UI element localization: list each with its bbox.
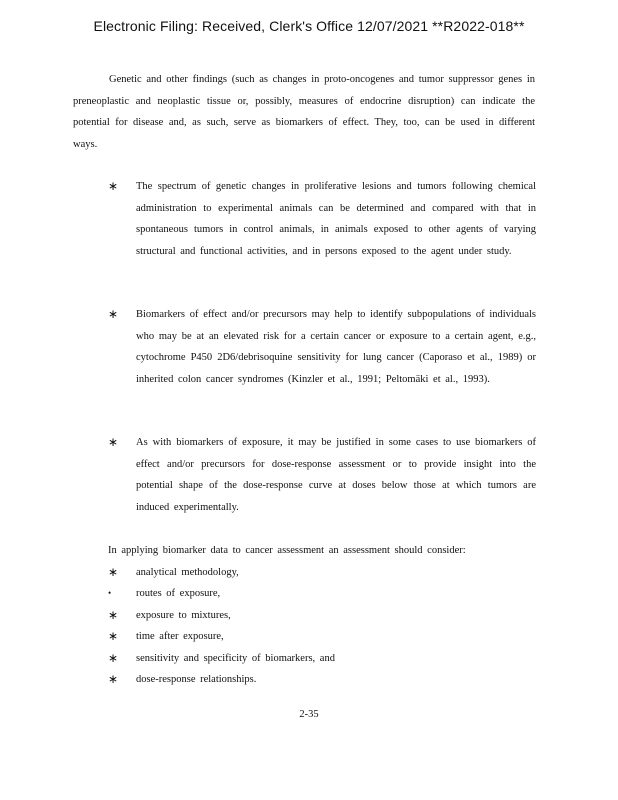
dot-bullet-icon: • — [108, 588, 112, 598]
asterisk-bullet-icon: ∗ — [108, 435, 119, 449]
asterisk-bullet-icon: ∗ — [108, 307, 119, 321]
asterisk-bullet-icon: ∗ — [108, 564, 119, 579]
list-item — [108, 583, 538, 605]
list-item — [108, 648, 538, 670]
list-item — [108, 562, 538, 584]
asterisk-bullet-icon: ∗ — [108, 672, 119, 686]
list-item — [108, 669, 538, 691]
considerations-lead: In applying biomarker data to cancer assessment an assessment should consider: — [108, 545, 466, 556]
filing-stamp-header: Electronic Filing: Received, Clerk's Office 12/07/2021 **R2022-018** — [93, 18, 525, 34]
list-item-text: sensitivity and specificity of biomarkers, and — [136, 652, 335, 664]
list-item — [108, 626, 538, 648]
page-number: 2-35 — [299, 709, 319, 720]
list-item-text: routes of exposure, — [136, 588, 221, 599]
considerations-list — [108, 562, 538, 691]
list-item — [108, 605, 538, 627]
list-item-text: dose-response relationships. — [136, 674, 257, 685]
bullet-text: As with biomarkers of exposure, it may be justified in some cases to use biomarkers of effect and/or precursors for dose-response assessment or to provide insight into the potential shape of the dose-response curve at doses below those at which tumors are induced experimentally. — [136, 437, 536, 513]
considerations-section — [108, 540, 538, 691]
list-item-text: analytical methodology, — [136, 566, 239, 578]
asterisk-bullet-icon: ∗ — [108, 179, 119, 193]
bullet-text: The spectrum of genetic changes in proliferative lesions and tumors following chemical administration to experimental animals can be determined and compared with that in spontaneous tumors in control animals, in animals exposed to other agents of varying structural and functional activities, and in persons exposed to the agent under study. — [136, 181, 536, 257]
asterisk-bullet-icon: ∗ — [108, 629, 119, 643]
bullet-text: Biomarkers of effect and/or precursors may help to identify subpopulations of individuals who may be at an elevated risk for a certain cancer or exposure to a certain agent, e.g., cytochrome P450 2D6/debrisoquine sensitivity for lung cancer (Caporaso et al., 1989) or inherited colon cancer syndromes (Kinzler et al., 1991; Peltomäki et al., 1993). — [136, 309, 536, 385]
asterisk-bullet-icon: ∗ — [108, 650, 119, 665]
list-item-text: time after exposure, — [136, 631, 224, 642]
list-item-text: exposure to mixtures, — [136, 609, 231, 621]
asterisk-bullet-icon: ∗ — [108, 607, 119, 622]
intro-paragraph: Genetic and other findings (such as changes in proto-oncogenes and tumor suppressor genes in preneoplastic and neoplastic tissue or, possibly, measures of endocrine disruption) can indicate the potential for disease and, as such, serve as biomarkers of effect. They, too, can be used in different ways. — [73, 74, 535, 150]
